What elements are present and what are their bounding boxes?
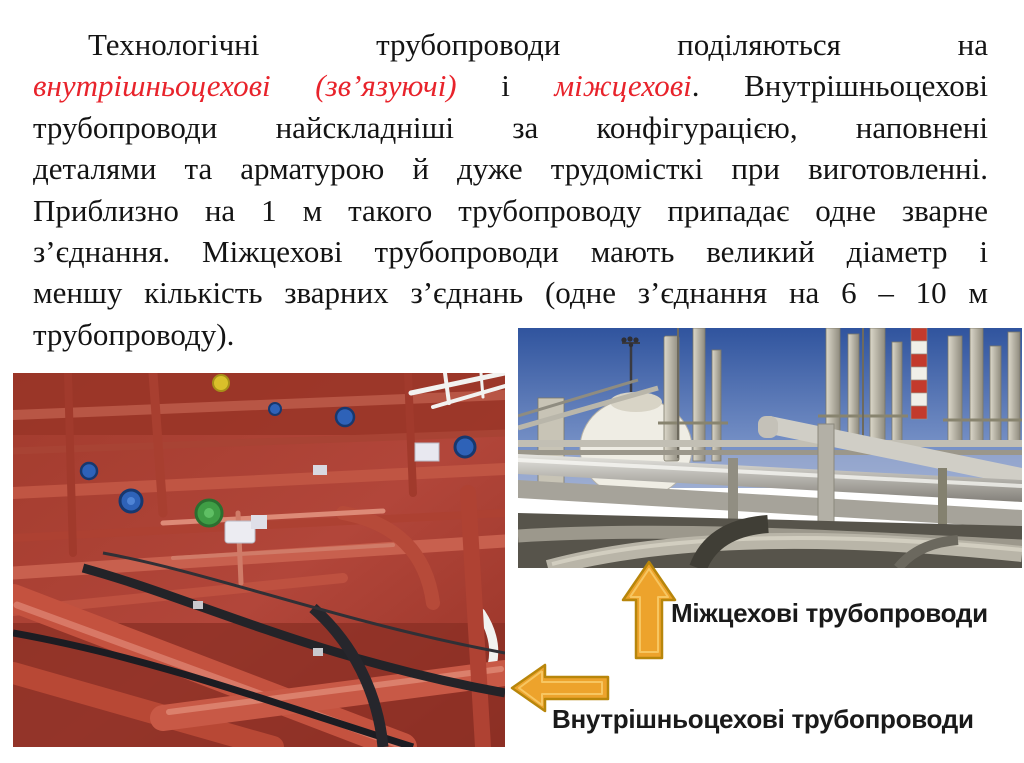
paragraph-line — [33, 148, 988, 189]
paragraph-line — [33, 24, 988, 65]
paragraph-line — [33, 107, 988, 148]
refinery-illustration — [518, 328, 1022, 568]
paragraph-line — [33, 190, 988, 231]
highlighted-term: внутрішньоцехові (зв’язуючі) — [33, 68, 457, 104]
paragraph-text: меншу кількість зварних з’єднань (одне з’єднання на 6 – 10 м — [33, 275, 988, 311]
paragraph-text: деталями та арматурою й дуже трудомісткі при виготовленні. — [33, 151, 988, 187]
striped-chimney — [911, 328, 927, 419]
paragraph-text: трубопроводи найскладніші за конфігурацією, наповнені — [33, 109, 988, 145]
inter-shop-label: Міжцехові трубопроводи — [671, 598, 988, 628]
paragraph-text: і — [456, 68, 555, 104]
paragraph-text: Технологічні трубопроводи поділяються на — [88, 27, 988, 62]
up-arrow — [620, 560, 678, 660]
red-pipes-illustration — [13, 373, 505, 747]
paragraph-line — [33, 65, 988, 106]
intra-shop-red-piping-photo — [13, 373, 505, 747]
intra-shop-label: Внутрішньоцехові трубопроводи — [552, 704, 974, 734]
up-arrow-shape — [620, 560, 678, 660]
paragraph-text: Приблизно на 1 м такого трубопроводу припадає одне зварне — [33, 192, 988, 228]
paragraph-text: з’єднання. Міжцехові трубопроводи мають великий діаметр і — [33, 234, 988, 270]
paragraph-line — [33, 231, 988, 272]
paragraph-line — [33, 272, 988, 313]
inter-shop-refinery-photo — [518, 328, 1022, 568]
intro-paragraph — [33, 24, 988, 355]
highlighted-term: міжцехові — [554, 68, 692, 104]
paragraph-text: . Внутрішньоцехові — [691, 68, 988, 104]
paragraph-text: трубопроводу). — [33, 316, 235, 352]
